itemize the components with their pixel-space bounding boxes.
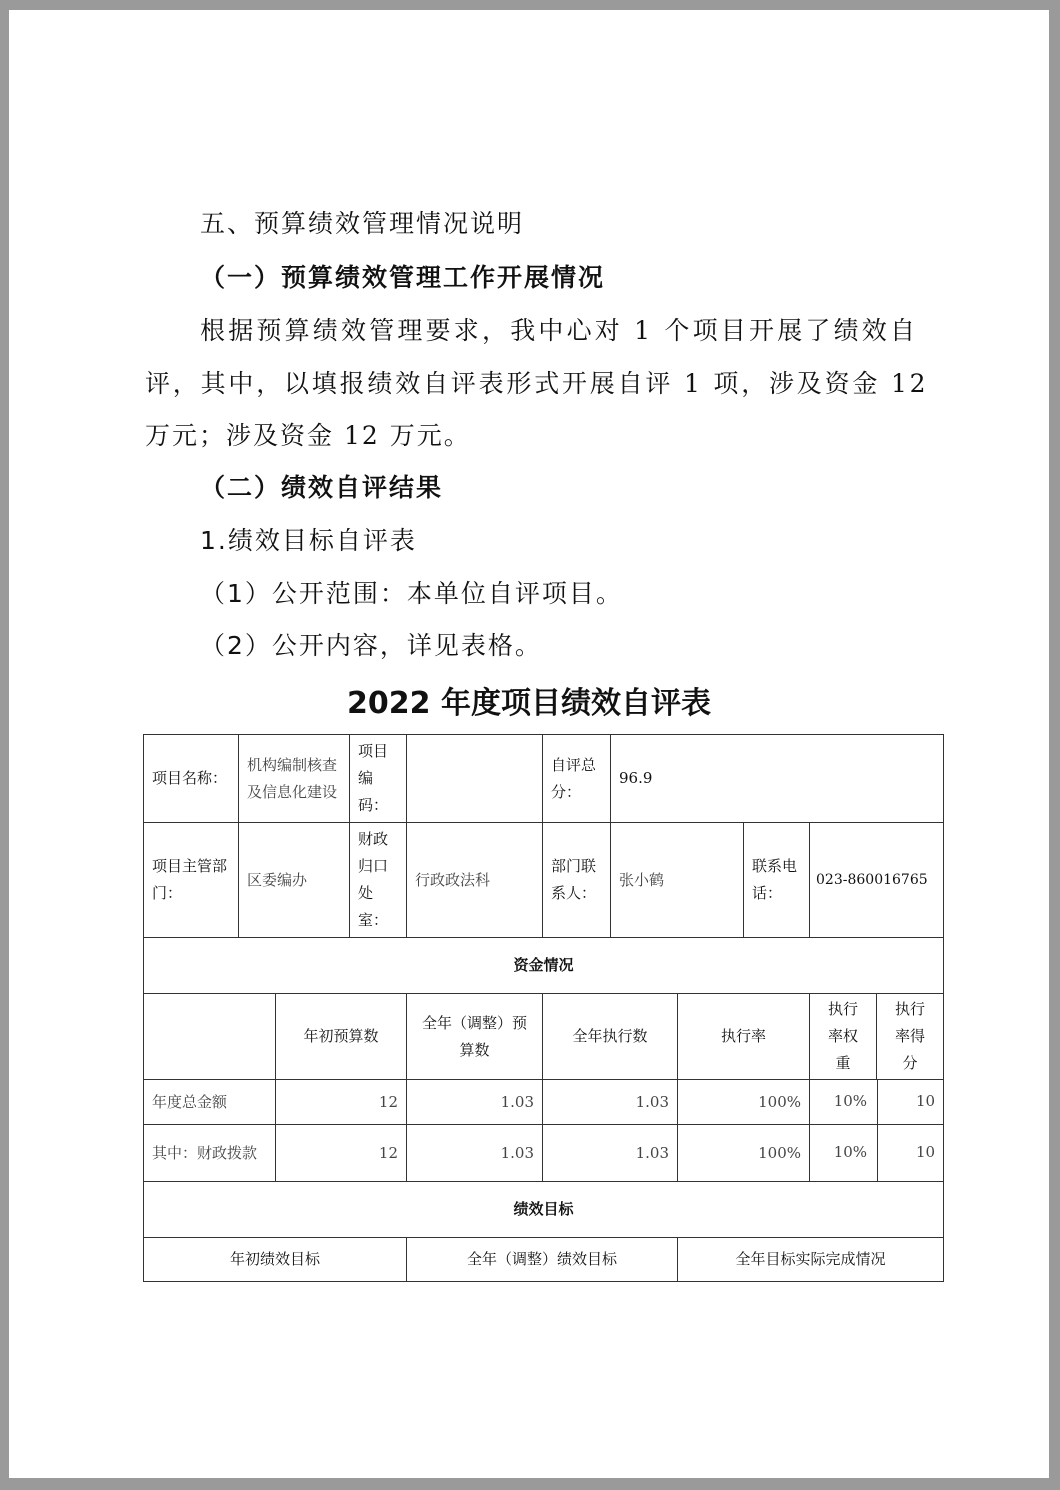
table-row (144, 823, 944, 938)
dept-value: 区委编办 (239, 823, 350, 938)
item-disclosure-scope: （1）公开范围：本单位自评项目。 (200, 579, 623, 608)
col-adjusted-budget: 全年（调整）预算数 (407, 994, 543, 1080)
project-name-value: 机构编制核查及信息化建设 (239, 735, 350, 823)
funds-heading: 资金情况 (144, 938, 944, 994)
phone-label: 联系电话： (744, 823, 810, 938)
table-row (144, 994, 944, 1080)
project-code-value (407, 735, 543, 823)
table-row (144, 1080, 944, 1125)
project-code-label: 项目编码： (350, 735, 407, 823)
self-score-label: 自评总分： (543, 735, 611, 823)
col-rate: 执行率 (678, 994, 810, 1080)
item-disclosure-content: （2）公开内容，详见表格。 (200, 631, 542, 660)
col-rate-score: 执行率得分 (895, 1000, 926, 1072)
self-evaluation-table (143, 734, 944, 1282)
row-rate: 100% (678, 1080, 810, 1125)
self-score-value: 96.9 (611, 735, 944, 823)
row-weight-score (810, 1125, 944, 1182)
goal-actual: 全年目标实际完成情况 (678, 1238, 944, 1282)
row-initial: 12 (276, 1125, 407, 1182)
goal-initial: 年初绩效目标 (144, 1238, 407, 1282)
row-score: 10 (915, 1143, 936, 1161)
subheading-work: （一）预算绩效管理工作开展情况 (200, 263, 606, 292)
document-page (9, 10, 1049, 1478)
contact-label: 部门联系人： (543, 823, 611, 938)
paragraph-line-3: 万元；涉及资金 12 万元。 (145, 421, 471, 450)
table-row (144, 1125, 944, 1182)
section-heading: 五、预算绩效管理情况说明 (200, 209, 525, 238)
finance-office-value: 行政政法科 (407, 823, 543, 938)
phone-value: 023-860016765 (810, 823, 944, 938)
col-executed: 全年执行数 (543, 994, 678, 1080)
table-row (144, 735, 944, 823)
paragraph-line-2: 评，其中，以填报绩效自评表形式开展自评 1 项，涉及资金 12 (145, 369, 929, 398)
item-self-eval-table: 1.绩效目标自评表 (200, 526, 417, 555)
table-row (144, 938, 944, 994)
funds-corner-cell (144, 994, 276, 1080)
rate-weight-score-header (810, 994, 944, 1080)
row-executed: 1.03 (543, 1080, 678, 1125)
row-executed: 1.03 (543, 1125, 678, 1182)
dept-label: 项目主管部门： (144, 823, 239, 938)
project-name-label: 项目名称： (144, 735, 239, 823)
subheading-results: （二）绩效自评结果 (200, 473, 444, 502)
row-label: 年度总金额 (144, 1080, 276, 1125)
row-weight: 10% (810, 1080, 878, 1124)
row-label: 其中：财政拨款 (144, 1125, 276, 1182)
row-adjusted: 1.03 (407, 1080, 543, 1125)
row-weight: 10% (810, 1125, 878, 1181)
col-initial-budget: 年初预算数 (276, 994, 407, 1080)
row-score: 10 (915, 1092, 936, 1110)
contact-value: 张小鹤 (611, 823, 744, 938)
row-adjusted: 1.03 (407, 1125, 543, 1182)
table-row (144, 1238, 944, 1282)
row-weight-score (810, 1080, 944, 1125)
table-row (144, 1182, 944, 1238)
goals-heading: 绩效目标 (144, 1182, 944, 1238)
goal-adjusted: 全年（调整）绩效目标 (407, 1238, 678, 1282)
row-initial: 12 (276, 1080, 407, 1125)
paragraph-line-1: 根据预算绩效管理要求，我中心对 1 个项目开展了绩效自 (200, 316, 919, 345)
row-rate: 100% (678, 1125, 810, 1182)
finance-office-label: 财政归口处室： (350, 823, 407, 938)
col-rate-weight: 执行率权重 (810, 994, 877, 1079)
table-title: 2022 年度项目绩效自评表 (347, 686, 711, 721)
